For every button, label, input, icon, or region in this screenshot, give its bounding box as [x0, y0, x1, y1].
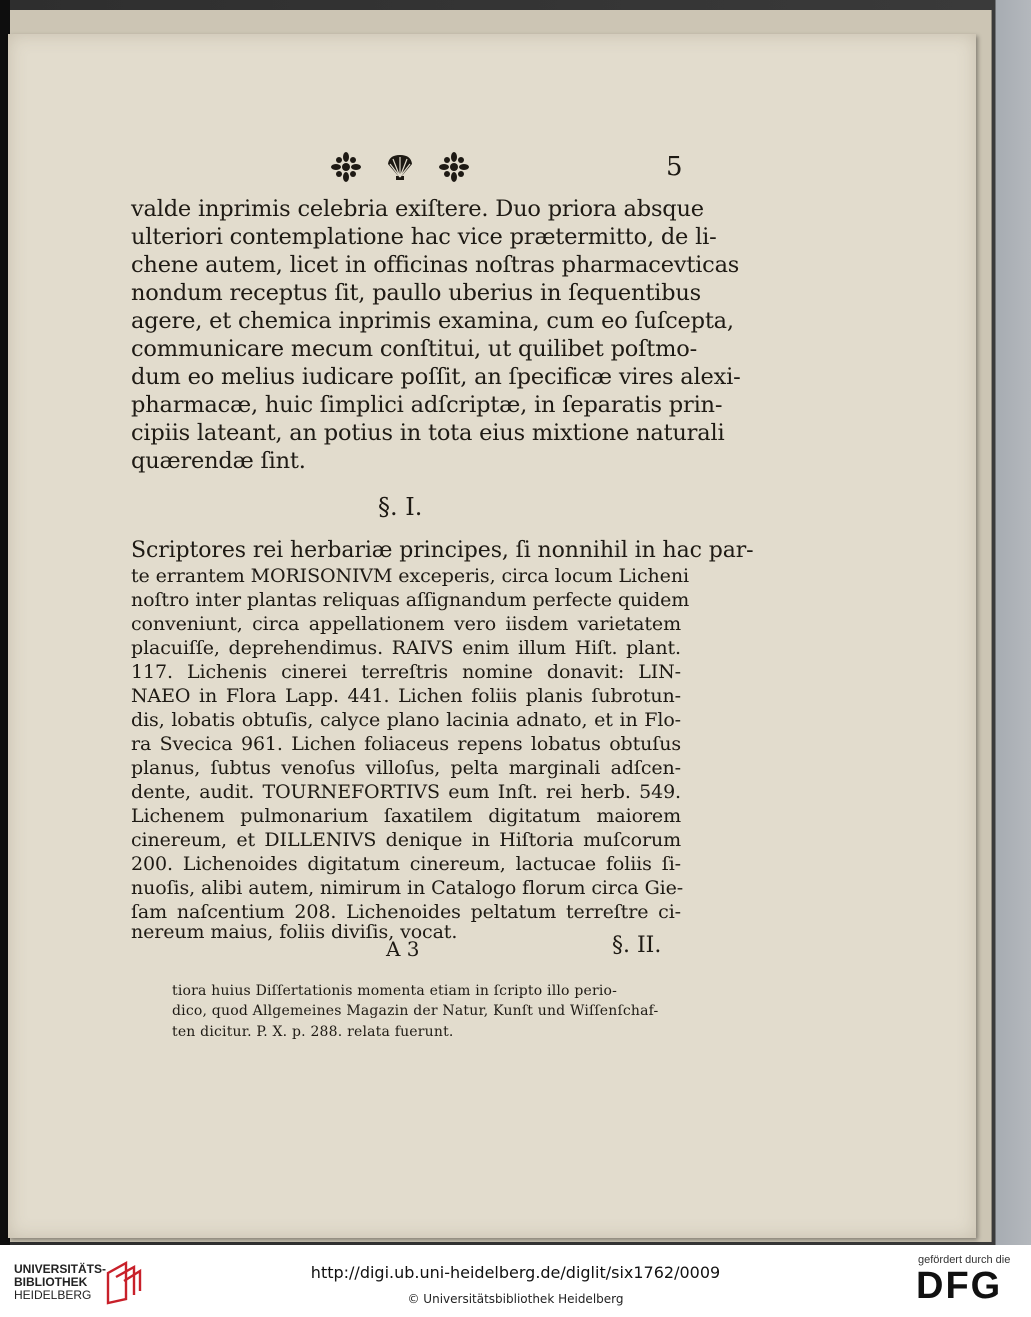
library-name-line: UNIVERSITÄTS- [14, 1262, 107, 1276]
paragraph-line: communicare mecum conſtitui, ut quilibet poſtmo- [131, 336, 697, 362]
paragraph-line: pharmacæ, huic ſimplici adſcriptæ, in ſeparatis prin- [131, 392, 723, 418]
paragraph-line: planus, ſubtus venoſus villoſus, pelta marginali adſcen- [131, 757, 681, 779]
paragraph-line: NAEO in Flora Lapp. 441. Lichen foliis planis ſubrotun- [131, 685, 681, 707]
fleuron-icon [331, 152, 361, 182]
viewer-footer [0, 1245, 1031, 1317]
copyright-notice: © Universitätsbibliothek Heidelberg [407, 1292, 624, 1306]
paragraph-line: ra Svecica 961. Lichen foliaceus repens lobatus obtuſus [131, 733, 681, 755]
paragraph-line: nuoſis, alibi autem, nimirum in Catalogo florum circa Gie- [131, 877, 684, 899]
paragraph-line: nereum maius, foliis diviſis, vocat. [131, 921, 458, 943]
paragraph-line: valde inprimis celebria exiſtere. Duo priora absque [131, 196, 704, 222]
funded-by-label: gefördert durch die [918, 1254, 1011, 1266]
paragraph-line: dente, audit. TOURNEFORTIVS eum Inſt. rei herb. 549. [131, 781, 681, 803]
footnote-line: tiora huius Diſſertationis momenta etiam in ſcripto illo perio- [172, 983, 618, 999]
paragraph-line: agere, et chemica inprimis examina, cum eo ſuſcepta, [131, 308, 734, 334]
signature-mark: A 3 [386, 937, 420, 961]
paragraph-line: te errantem MORISONIVM exceperis, circa locum Licheni [131, 565, 689, 587]
paragraph-line: quærendæ ſint. [131, 448, 306, 474]
paragraph-line: chene autem, licet in officinas noſtras pharmacevticas [131, 252, 740, 278]
paragraph-line: dis, lobatis obtuſis, calyce plano lacinia adnato, et in Flo- [131, 709, 681, 731]
paragraph-line: conveniunt, circa appellationem vero iisdem varietatem [131, 613, 681, 635]
library-name-line: HEIDELBERG [14, 1288, 92, 1302]
paragraph-line: noſtro inter plantas reliquas aſſignandum perfecte quidem [131, 589, 690, 611]
paragraph-line: 117. Lichenis cinerei terreſtris nomine donavit: LIN- [131, 661, 681, 683]
paragraph-line: nondum receptus ſit, paullo uberius in ſequentibus [131, 280, 702, 306]
paragraph-line: 200. Lichenoides digitatum cinereum, lactucae foliis ſi- [131, 853, 681, 875]
paragraph-line: cipiis lateant, an potius in tota eius mixtione naturali [131, 420, 725, 446]
shell-fleuron-icon [385, 152, 415, 182]
catchword: §. II. [612, 933, 662, 958]
page-number: 5 [666, 152, 683, 182]
fleuron-icon [439, 152, 469, 182]
paragraph-line: ſam naſcentium 208. Lichenoides peltatum terreſtre ci- [131, 901, 681, 923]
library-name-line: BIBLIOTHEK [14, 1275, 88, 1289]
paragraph-line: ulteriori contemplatione hac vice prætermitto, de li- [131, 224, 717, 250]
dfg-logo: DFG [916, 1265, 1003, 1307]
permalink-url[interactable]: http://digi.ub.uni-heidelberg.de/diglit/six1762/0009 [310, 1263, 721, 1282]
paragraph-line: Lichenem pulmonarium ſaxatilem digitatum maiorem [131, 805, 681, 827]
paragraph-line: placuiſſe, deprehendimus. RAIVS enim illum Hiſt. plant. [131, 637, 681, 659]
paragraph-line: cinereum, et DILLENIVS denique in Hiſtoria muſcorum [131, 829, 681, 851]
paragraph-line: Scriptores rei herbariæ principes, ſi nonnihil in hac par- [131, 538, 754, 563]
footnote-line: dico, quod Allgemeines Magazin der Natur, Kunſt und Wiſſenſchaf- [172, 1003, 659, 1019]
paragraph-line: dum eo melius iudicare poſſit, an ſpecificæ vires alexi- [131, 364, 741, 390]
header-ornament [331, 152, 469, 182]
footnote-line: ten dicitur. P. X. p. 288. relata fuerunt. [172, 1024, 454, 1040]
section-heading: §. I. [378, 493, 423, 521]
